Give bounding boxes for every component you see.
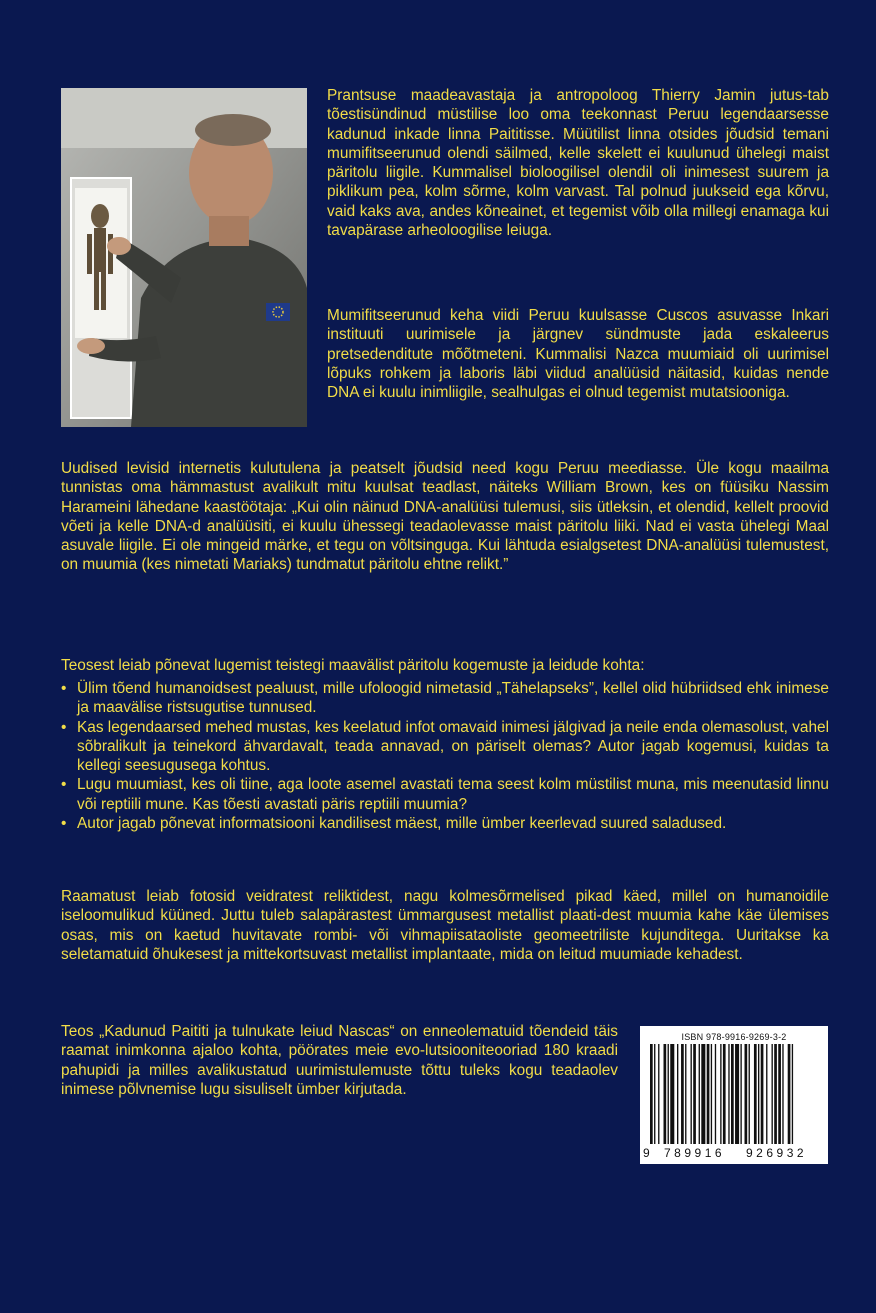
isbn-barcode (640, 1026, 828, 1164)
barcode-digit-first: 9 (643, 1146, 650, 1160)
author-photo (61, 88, 307, 427)
barcode-digit-group2: 926932 (746, 1146, 808, 1160)
news-quote-paragraph: Uudised levisid internetis kulutulena ja peatselt jõudsid need kogu Peruu meediasse. Üle kogu maailma tunnistas oma hämmastust avalikult mitu kuulsat teadlast, näiteks William Brown, kes on füüsiku Nassim Harameini lähedane kaastöötaja: „Kui olin näinud DNA-analüüsi tulemusi, siis ütleksin, et olendid, kellelt proovid võeti ja kelle DNA-d analüüsiti, ei kuulu ühessegi teadaolevasse maist päritolu liiki. Nad ei vasta ühelegi Maal asuvale liigile. Ei ole mingeid märke, et tegu on võltsinguga. Kui lähtuda esialgsetest DNA-analüüsi tulemustest, on muumia (kes nimetati Mariaks) tundmatut päritolu ehtne relikt.” (61, 460, 829, 574)
barcode-digit-group1: 789916 (664, 1146, 726, 1160)
bullet-icon: • (61, 815, 67, 833)
highlights-list (61, 679, 829, 833)
list-item: • Autor jagab põnevat informatsiooni kandilisest mäest, mille ümber keerlevad suured saladused. (61, 815, 727, 833)
intro-paragraph: Prantsuse maadeavastaja ja antropoloog Thierry Jamin jutus-tab tõestisündinud müstilise loo oma teekonnast Peruu legendaarsesse kadunud inkade linna Paititisse. Müütilist linna otsides jõudsid temani mumifitseerunud olendi säilmed, kelle skelett ei kuulunud ühelegi maist päritolu liigile. Kummalisel bioloogilisel olendil oli inimesest suurem ja piklikum pea, kolm sõrme, kolm varvast. Tal polnud juukseid ega kõrvu, vaid kaks ava, andes kõneainet, et tegemist võib olla millegi enamaga kui tavapärase arheoloogilise leiuga. (327, 87, 829, 240)
barcode-bars-icon (650, 1044, 820, 1144)
closing-paragraph: Teos „Kadunud Paititi ja tulnukate leiud Nascas“ on enneolematuid tõendeid täis raamat inimkonna ajaloo kohta, pöörates meie evo-lutsiooniteooriad 180 kraadi pahupidi ja milles avalikustatud uurimistulemuste tõttu tuleks kogu teadaolev inimese põlvnemise lugu sisuliselt ümber kirjutada. (61, 1023, 618, 1098)
bullet-icon: • (61, 680, 67, 697)
list-item: • Ülim tõend humanoidsest pealuust, mille ufoloogid nimetasid „Tähelapseks”, kellel olid hübriidsed ehk inimese ja maavälise ristsugutise tunnused. (61, 680, 829, 717)
list-item: • Kas legendaarsed mehed mustas, kes keelatud infot omavaid inimesi jälgivad ja neile enda olemasolust, vahel sõbralikult ja teinekord ähvardavalt, teada annavad, on päriselt olemas? Autor jagab kogemusi, kuidas ta kellegi seesugusega kohtus. (61, 718, 830, 775)
bullet-icon: • (61, 718, 67, 736)
list-item: • Lugu muumiast, kes oli tiine, aga loote asemel avastati tema seest kolm müstilist muna, mis meenutasid linnu või reptiili mune. Kas tõesti avastati päris reptiili muumia? (61, 776, 829, 813)
isbn-text: ISBN 978-9916-9269-3-2 (681, 1032, 787, 1042)
bullet-icon: • (61, 776, 67, 794)
relics-paragraph: Raamatust leiab fotosid veidratest reliktidest, nagu kolmesõrmelised pikad käed, millel on humanoidile iseloomulikud küüned. Juttu tuleb salapärastest ümmargusest metallist plaati-dest muumia kahe käe ülemises osas, mis on kaetud huvitavate rombi- või vihmapiisataoliste geomeetriliste kujunditega. Uuritakse ka seletamatuid õhukesest ja mittekortsuvast metallist implantaate, mida on leitud muumiade kehadest. (61, 888, 829, 963)
list-intro-paragraph: Teosest leiab põnevat lugemist teistegi maavälist päritolu kogemuste ja leidude kohta: (61, 657, 645, 674)
mummy-paragraph: Mumifitseerunud keha viidi Peruu kuulsasse Cuscos asuvasse Inkari instituuti uurimisele ja järgnev sündmuste jada eskaleerus pretsedenditute mõõtmeteni. Kummalisi Nazca muumiaid oli uurimisel lõpuks rohkem ja laboris läbi viidud analüüsid näitasid, kuidas nende DNA ei kuulu inimliigile, sealhulgas ei olnud tegemist mutatsiooniga. (327, 307, 829, 402)
